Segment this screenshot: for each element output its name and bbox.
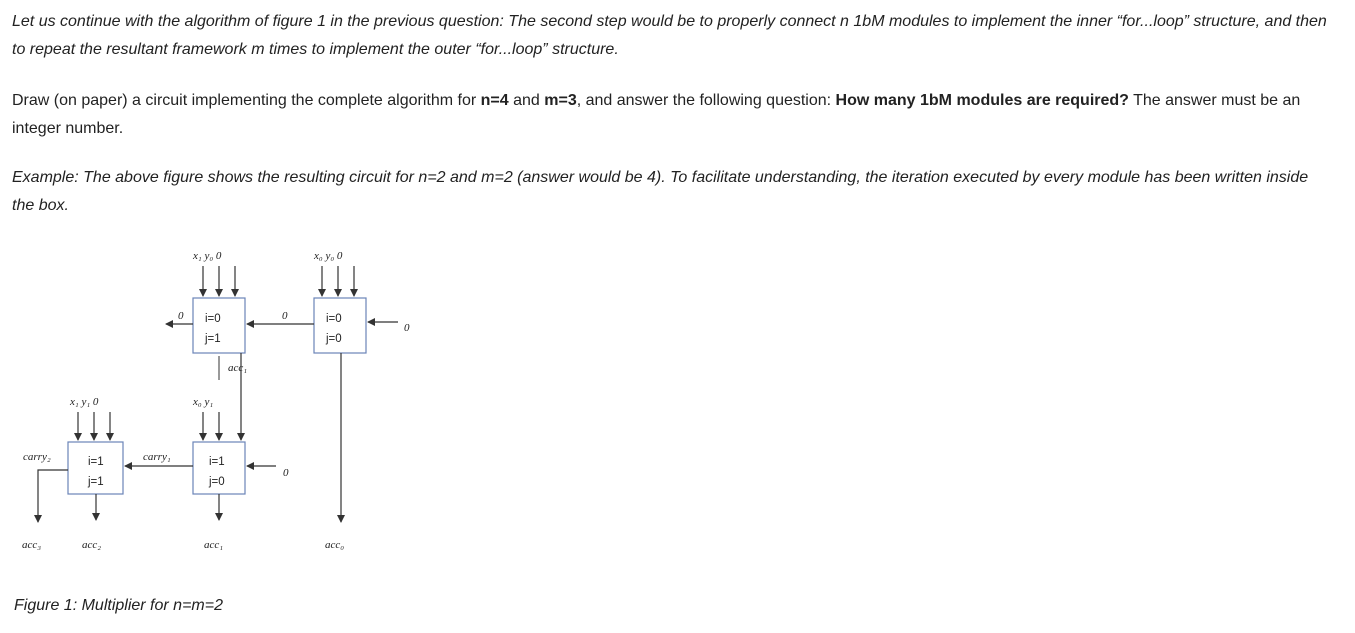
acc3-label: acc₃ [22,539,42,551]
carry2-label: carry₂ [23,451,51,463]
instruction-text-2: and [508,92,545,109]
m-value: m=3 [544,92,577,109]
acc1-label-bottom: acc₁ [204,539,224,551]
instruction-paragraph [12,87,1332,143]
carry2-acc3-arrow [38,470,68,522]
module-00-j: j=0 [326,333,342,345]
zero-label-right-bottom: 0 [283,467,289,479]
intro-paragraph: Let us continue with the algorithm of figure 1 in the previous question: The second step would be to properly connect n 1bM modules to implement the inner “for...loop” structure, and then to repeat the resultant framework m times to implement the outer “for...loop” structure. [12,13,1327,58]
module-11-inputs: x₁ y₁ 0 [70,396,99,408]
module-10-i: i=1 [209,456,225,468]
module-01-i: i=0 [205,313,221,325]
module-00-i: i=0 [326,313,342,325]
module-01-inputs: x₁ y₀ 0 [193,250,222,262]
module-11-j: j=1 [88,476,104,488]
example-paragraph: Example: The above figure shows the resulting circuit for n=2 and m=2 (answer would be 4). To facilitate understanding, the iteration executed by every module has been written inside the box. [12,169,1309,214]
module-10-j: j=0 [209,476,225,488]
acc0-label: acc₀ [325,539,345,551]
zero-label-top-left: 0 [178,310,184,322]
acc1-label-top: acc₁ [228,362,248,374]
instruction-text-3: , and answer the following question: [576,92,836,109]
module-11-i: i=1 [88,456,104,468]
carry1-label: carry₁ [143,451,171,463]
module-10-inputs: x₀ y₁ [193,396,214,408]
n-value: n=4 [480,92,509,109]
acc2-label: acc₂ [82,539,102,551]
instruction-text-4: The answer must be an integer number. [12,92,1301,137]
figure-caption: Figure 1: Multiplier for n=m=2 [14,597,223,614]
module-01-j: j=1 [205,333,221,345]
instruction-text-1: Draw (on paper) a circuit implementing the complete algorithm for [12,92,481,109]
question-text: How many 1bM modules are required? [835,92,1129,109]
zero-label-right-top: 0 [404,322,410,334]
multiplier-circuit-diagram [0,235,460,565]
zero-label-middle-top: 0 [282,310,288,322]
module-00-inputs: x₀ y₀ 0 [314,250,343,262]
